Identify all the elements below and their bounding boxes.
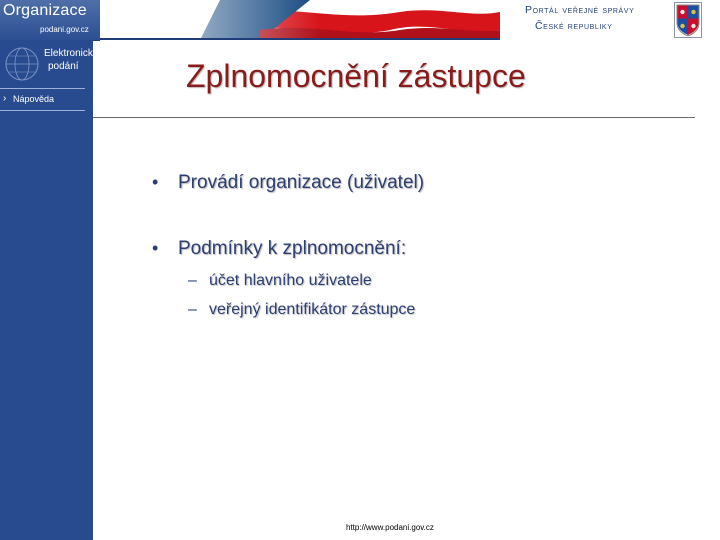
portal-title	[525, 2, 634, 34]
organizace-logo[interactable]	[0, 0, 100, 41]
sidebar-section-title-line2: podání	[48, 61, 79, 72]
left-sidebar	[0, 40, 99, 540]
bullet-text: Podmínky k zplnomocnění:	[178, 238, 407, 259]
bullet-icon: •	[152, 238, 159, 258]
dash-icon: –	[188, 272, 197, 289]
dash-icon: –	[188, 301, 197, 318]
bullet-icon: •	[152, 172, 159, 192]
footer-url-link[interactable]: http://www.podani.gov.cz	[346, 523, 434, 532]
sidebar-item-napoveda[interactable]	[0, 93, 93, 107]
title-divider	[93, 117, 695, 118]
sidebar-divider	[0, 110, 85, 111]
portal-line-1: Portál veřejné správy	[525, 4, 635, 16]
elektronicka-podani-logo[interactable]	[0, 40, 99, 85]
chevron-right-icon: ›	[3, 93, 7, 104]
sidebar-item-label: Nápověda	[13, 94, 55, 104]
bullet-text: Provádí organizace (uživatel)	[178, 172, 425, 193]
top-banner	[0, 0, 720, 40]
globe-icon	[2, 44, 42, 84]
czech-flag-banner	[100, 0, 500, 40]
portal-line-2: České republiky	[535, 20, 613, 32]
subbullet-text: veřejný identifikátor zástupce	[209, 301, 416, 318]
logo-title: Organizace	[3, 2, 87, 19]
page-title: Zplnomocnění zástupce	[186, 58, 526, 94]
sidebar-divider	[0, 88, 85, 89]
state-emblem-icon	[674, 2, 702, 38]
waving-flag-icon	[100, 0, 500, 40]
logo-subtitle: podani.gov.cz	[40, 25, 89, 34]
subbullet-text: účet hlavního uživatele	[209, 272, 372, 289]
sidebar-section-title-line1: Elektronická	[44, 48, 99, 59]
